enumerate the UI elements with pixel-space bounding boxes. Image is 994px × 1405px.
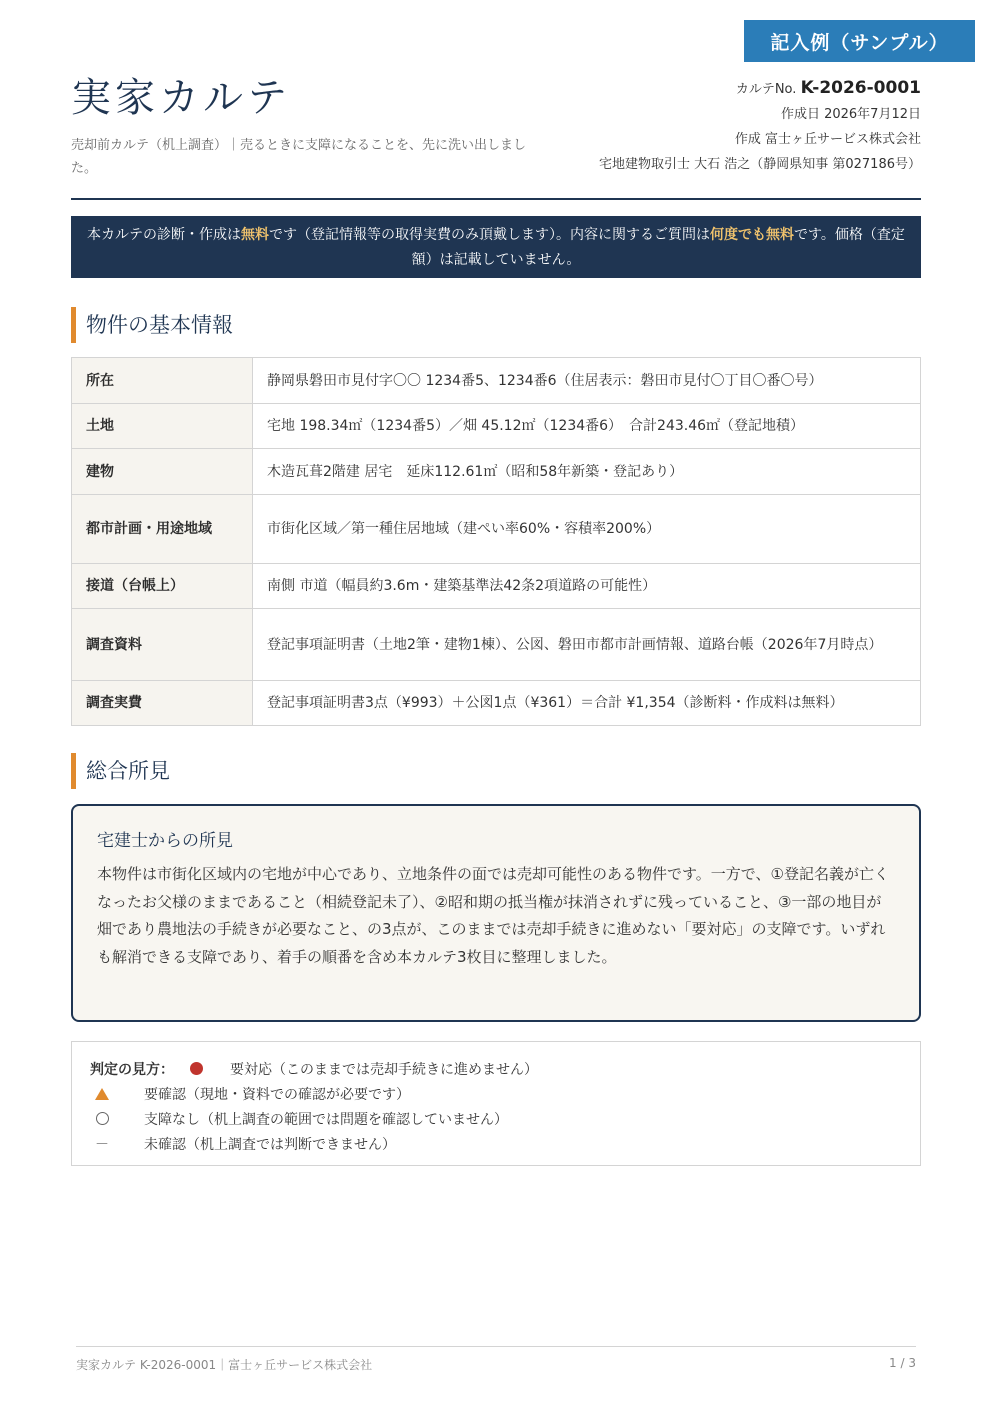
legend-row [90,1056,902,1081]
page-subtitle: 売却前カルテ（机上調査）｜売るときに支障になることを、先に洗い出しました。 [71,138,527,176]
table-row [72,358,921,404]
table-row [72,681,921,726]
row-label: 都市計画・用途地域 [72,495,253,564]
header-divider [71,198,921,200]
legend-text: 未確認（机上調査では判断できません） [144,1136,396,1153]
section-title-summary: 総合所見 [71,753,170,789]
row-label: 所在 [72,358,253,404]
notice-text-1: 本カルテの診断・作成は [87,227,242,243]
notice-highlight-free-questions: 何度でも無料 [710,227,795,243]
row-value: 登記事項証明書（土地2筆・建物1棟）、公図、磐田市都市計画情報、道路台帳（2026年7月時点） [253,609,921,681]
row-label: 調査実費 [72,681,253,726]
notice-banner [71,216,921,278]
row-label: 調査資料 [72,609,253,681]
row-value: 木造瓦葺2階建 居宅 延床112.61㎡（昭和58年新築・登記あり） [253,449,921,495]
legend-text: 要対応（このままでは売却手続きに進めません） [230,1061,538,1078]
legend-row [90,1131,902,1156]
page-number: 1 / 3 [889,1356,916,1370]
legend-row [90,1106,902,1131]
property-info-table [71,357,921,726]
finding-body: 本物件は市街化区域内の宅地が中心であり、立地条件の面では売却可能性のある物件です。一方で、①登記名義が亡くなったお父様のままであること（相続登記未了）、②昭和期の抵当権が抹消されずに残っていること、③一部の地目が畑であり農地法の手続きが必要なこと、の3点が、このままでは売却手続きに進めない「要対応」の支障です。いずれも解消できる支障であり、着手の順番を含め本カルテ3枚目に整理しました。 [97,865,889,966]
karte-number-label: カルテNo. [735,82,797,97]
circle-icon [90,1112,114,1125]
finding-title: 宅建士からの所見 [97,831,233,851]
row-value: 市街化区域／第一種住居地域（建ぺい率60%・容積率200%） [253,495,921,564]
finding-box [71,804,921,1022]
row-value: 静岡県磐田市見付字〇〇 1234番5、1234番6（住居表示：磐田市見付〇丁目〇番〇号） [253,358,921,404]
row-label: 接道（台帳上） [72,564,253,609]
red-dot-icon [184,1062,208,1075]
agent-info: 宅地建物取引士 大石 浩之（静岡県知事 第027186号） [598,157,921,172]
judgment-legend [71,1041,921,1166]
section-title-basic-info: 物件の基本情報 [71,307,233,343]
notice-highlight-free: 無料 [241,227,270,243]
row-value: 宅地 198.34㎡（1234番5）／畑 45.12㎡（1234番6） 合計243.46㎡（登記地積） [253,404,921,449]
row-label: 建物 [72,449,253,495]
sample-badge: 記入例（サンプル） [744,20,975,62]
row-label: 土地 [72,404,253,449]
table-row [72,404,921,449]
legend-text: 支障なし（机上調査の範囲では問題を確認していません） [144,1111,508,1128]
notice-text-2: です（登記情報等の取得実費のみ頂戴します）。内容に関するご質問は [269,227,711,243]
created-by: 作成 富士ヶ丘サービス株式会社 [734,132,921,147]
triangle-icon [90,1088,114,1100]
karte-number [599,76,921,102]
footer-divider [76,1346,916,1347]
created-date: 作成日 2026年7月12日 [780,107,921,122]
legend-heading: 判定の見方： [90,1061,174,1078]
row-value: 南側 市道（幅員約3.6m・建築基準法42条2項道路の可能性） [253,564,921,609]
row-value: 登記事項証明書3点（¥993）＋公図1点（¥361）＝合計 ¥1,354（診断料・作成料は無料） [253,681,921,726]
dash-icon: － [95,1136,109,1153]
table-row [72,564,921,609]
notice-text-3: です。価格（査定額）は記載していません。 [411,227,905,268]
footer-text: 実家カルテ K-2026-0001｜富士ヶ丘サービス株式会社 [76,1358,373,1372]
table-row [72,609,921,681]
page-title: 実家カルテ [71,75,291,121]
legend-text: 要確認（現地・資料での確認が必要です） [144,1086,410,1103]
legend-row [90,1081,902,1106]
table-row [72,449,921,495]
table-row [72,495,921,564]
karte-meta [599,76,921,177]
karte-number-value: K-2026-0001 [800,78,921,98]
